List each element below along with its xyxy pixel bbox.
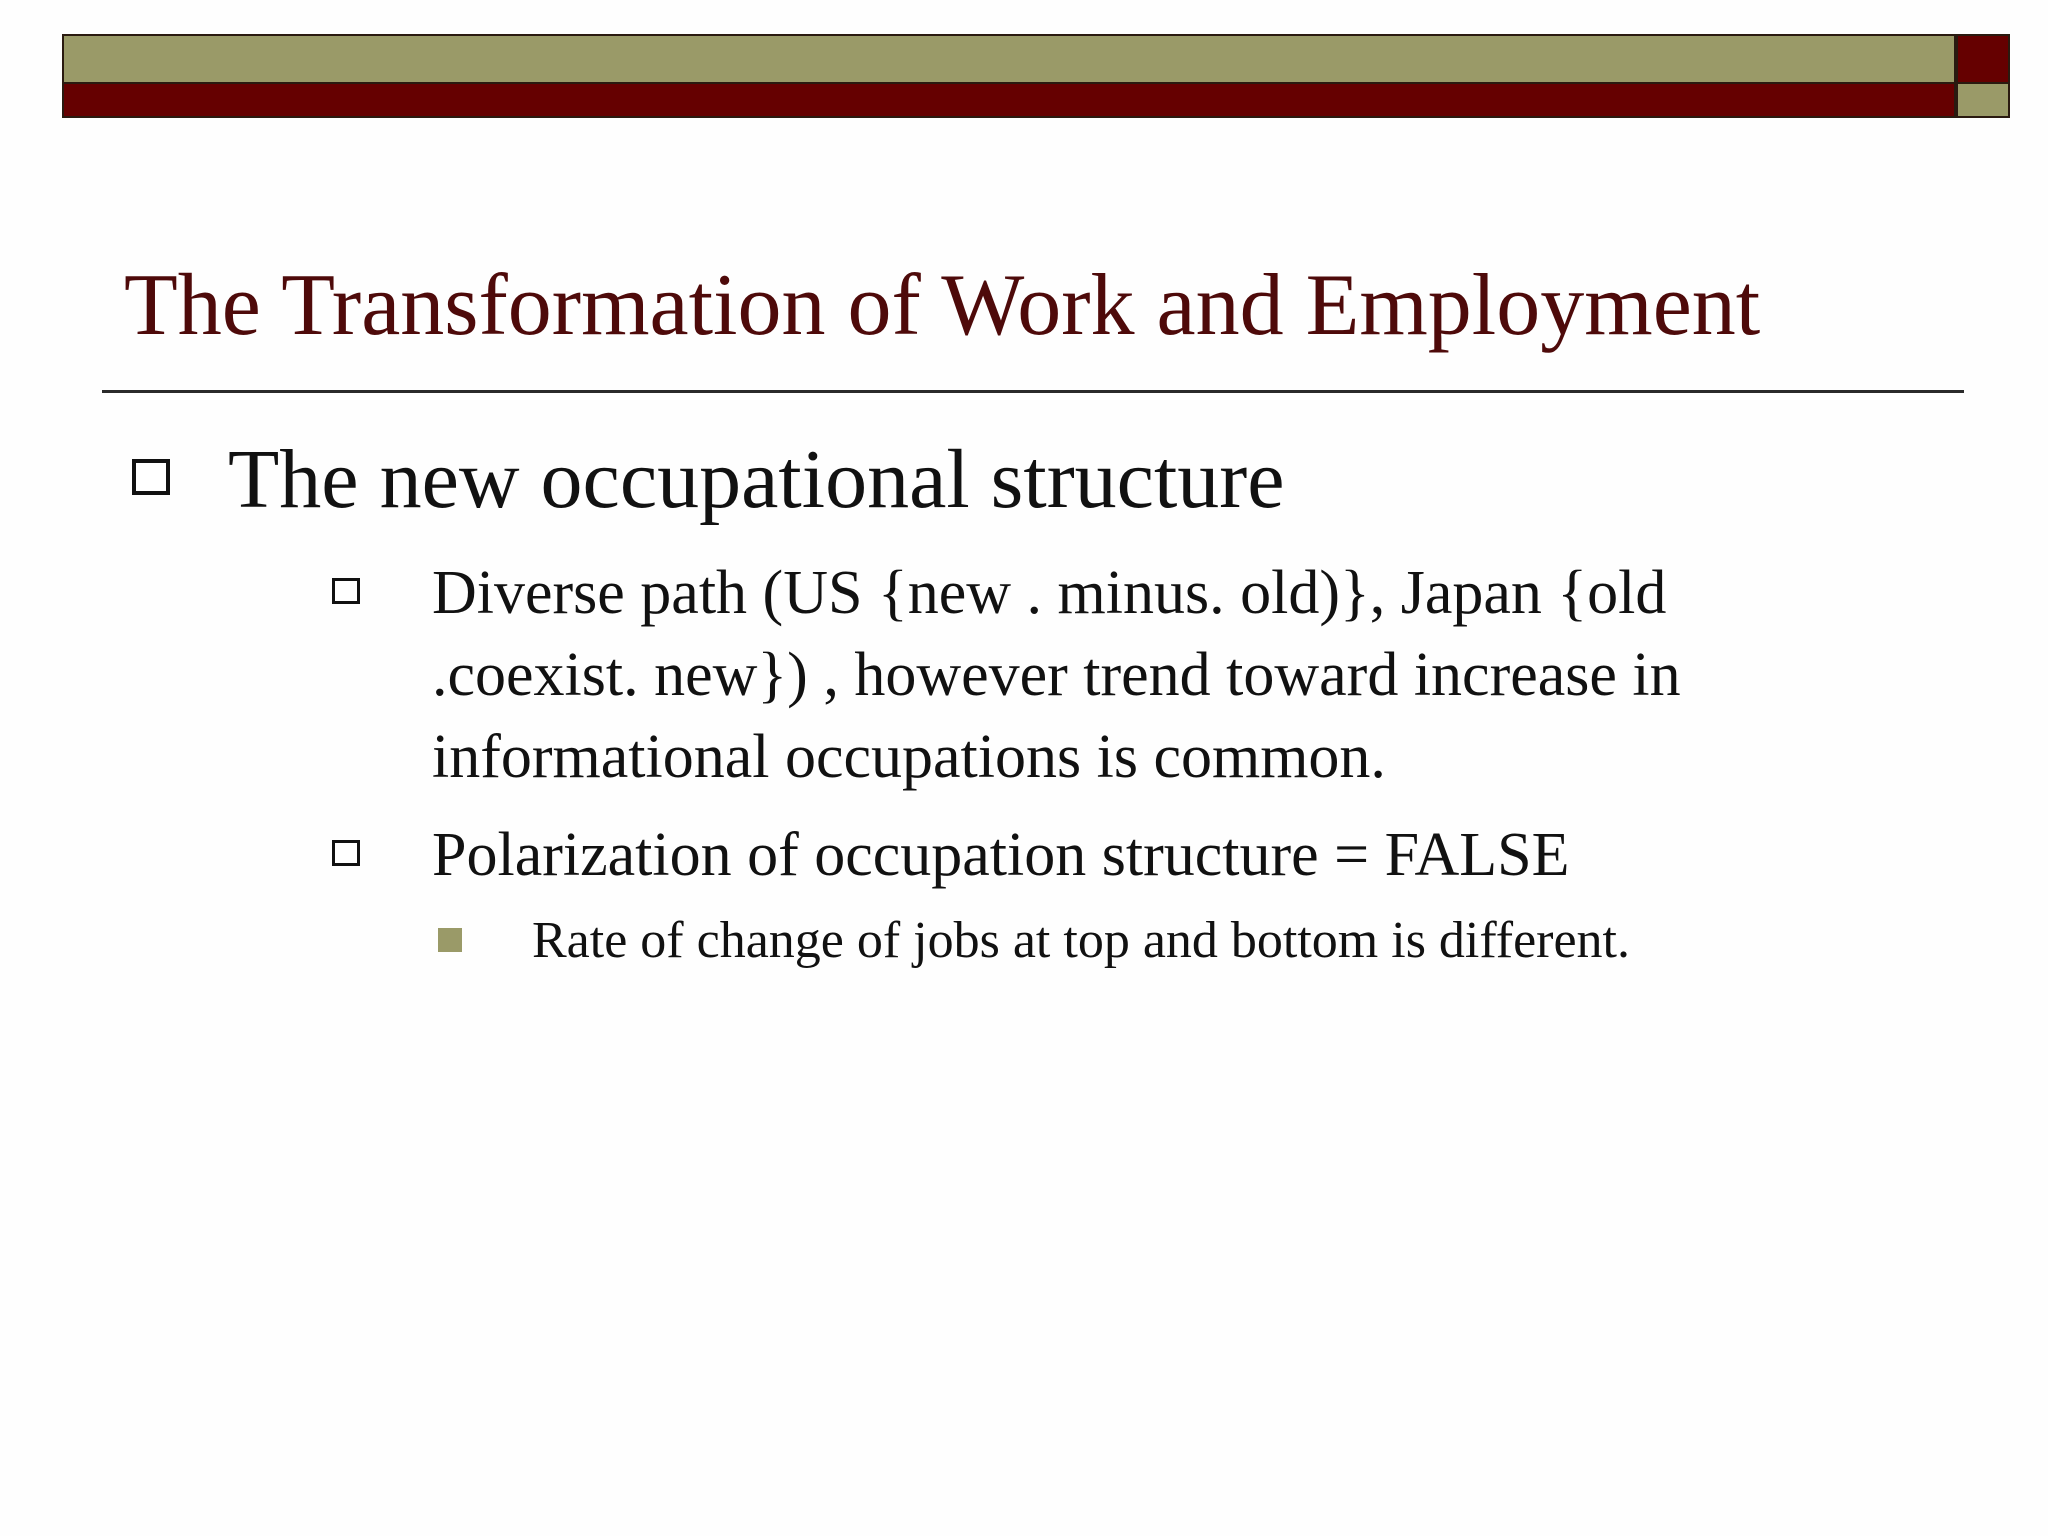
bullet-level2: Polarization of occupation structure = FALSE — [432, 821, 1570, 889]
bullet-level1: The new occupational structure — [228, 433, 1285, 526]
title-divider — [102, 390, 1964, 393]
filled-square-bullet-icon — [438, 928, 462, 952]
hollow-square-bullet-icon — [332, 840, 360, 866]
header-bar-olive — [62, 34, 1956, 84]
hollow-square-bullet-icon — [332, 578, 360, 604]
header-bar-maroon — [62, 84, 1956, 118]
hollow-square-bullet-icon — [132, 459, 170, 495]
bullet-level2: Diverse path (US {new . minus. old)}, Japan {old .coexist. new}) , however trend toward increase in informational occupations is common. — [432, 559, 1681, 791]
bullet-level3: Rate of change of jobs at top and bottom is different. — [532, 912, 1630, 969]
header-square-maroon — [1956, 34, 2010, 84]
slide-title: The Transformation of Work and Employment — [124, 257, 1761, 354]
header-square-olive — [1956, 84, 2010, 118]
